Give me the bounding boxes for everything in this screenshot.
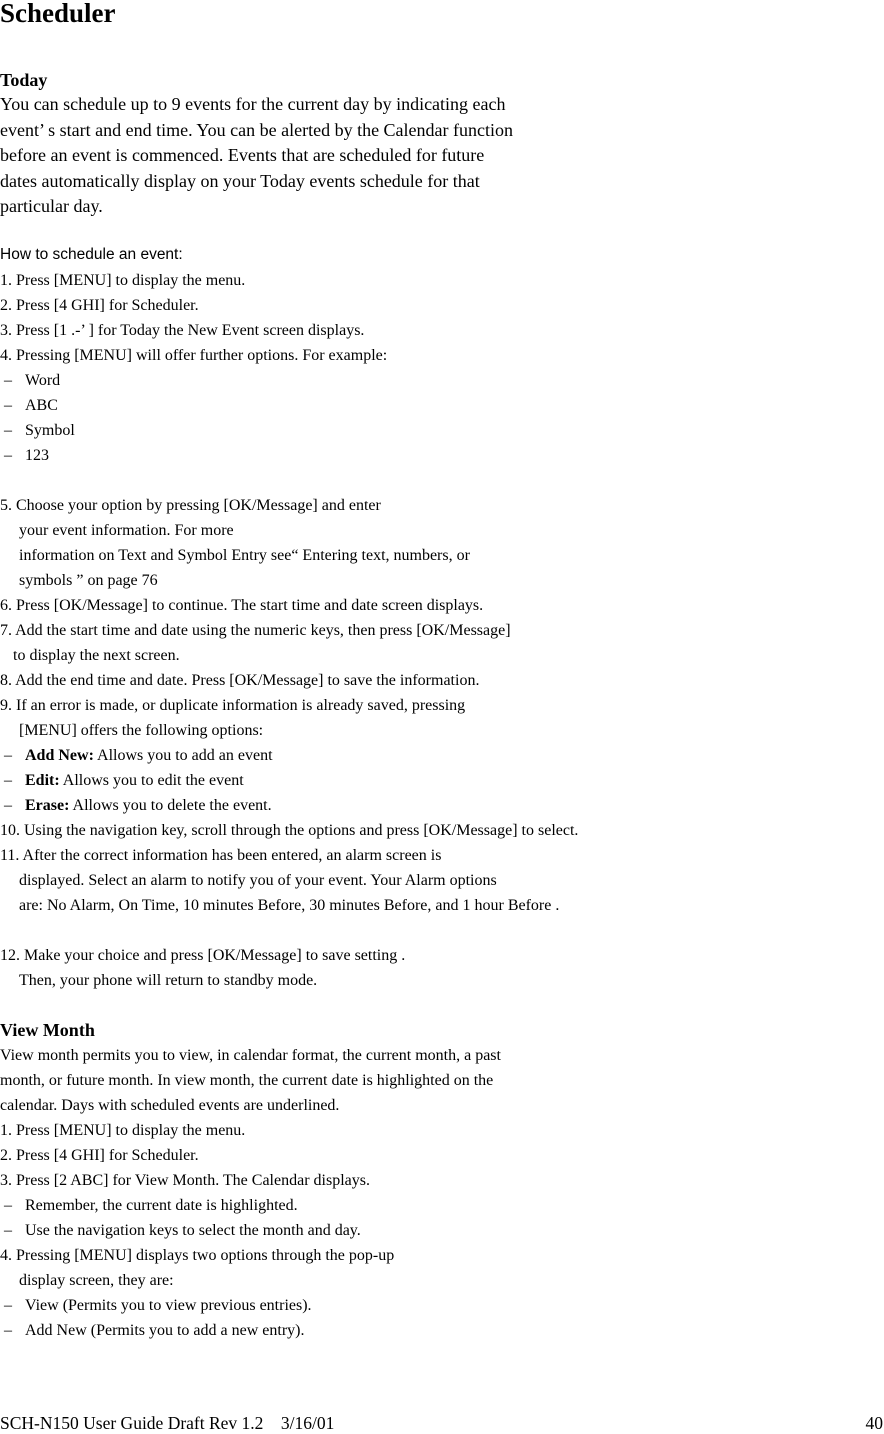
action-erase (0, 793, 272, 818)
vm-step-3: 3. Press [2 ABC] for View Month. The Calendar displays. (0, 1172, 370, 1189)
action-desc: Allows you to add an event (93, 747, 273, 764)
dash-bullet: – (4, 772, 12, 789)
action-add-new (0, 743, 273, 768)
dash-bullet: – (4, 1222, 12, 1239)
step-6: 6. Press [OK/Message] to continue. The start time and date screen displays. (0, 597, 484, 614)
paragraph-line: You can schedule up to 9 events for the current day by indicating each (0, 94, 506, 114)
paragraph-line: calendar. Days with scheduled events are underlined. (0, 1097, 340, 1114)
page-title: Scheduler (0, 0, 116, 28)
paragraph-line: dates automatically display on your Today events schedule for that (0, 170, 480, 191)
paragraph-line: View month permits you to view, in calendar format, the current month, a past (0, 1047, 501, 1064)
option-symbol (0, 418, 75, 443)
option-word (0, 368, 60, 393)
step-12: 12. Make your choice and press [OK/Message] to save setting . (0, 947, 406, 964)
step-9: 9. If an error is made, or duplicate information is already saved, pressing (0, 697, 466, 714)
step-11-cont: are: No Alarm, On Time, 10 minutes Before, 30 minutes Before, and 1 hour Before . (19, 897, 560, 914)
dash-bullet: – (4, 447, 12, 464)
subheading-how-to: How to schedule an event: (0, 246, 183, 263)
step-7-cont: to display the next screen. (13, 647, 180, 664)
step-4: 4. Pressing [MENU] will offer further options. For example: (0, 347, 388, 364)
step-10: 10. Using the navigation key, scroll through the options and press [OK/Message] to select. (0, 822, 579, 839)
vm-popup-option-view (0, 1293, 312, 1318)
step-12-cont: Then, your phone will return to standby mode. (19, 972, 318, 989)
dash-bullet: – (4, 422, 12, 439)
option-label: ABC (25, 397, 58, 414)
option-123 (0, 443, 49, 468)
vm-step-2: 2. Press [4 GHI] for Scheduler. (0, 1147, 199, 1164)
step-11-cont: displayed. Select an alarm to notify you of your event. Your Alarm options (19, 872, 497, 889)
vm-popup-option-add-new (0, 1318, 305, 1343)
step-9-cont: [MENU] offers the following options: (19, 722, 264, 739)
dash-bullet: – (4, 1197, 12, 1214)
dash-bullet: – (4, 1322, 12, 1339)
note-text: Use the navigation keys to select the month and day. (25, 1222, 361, 1239)
paragraph-line: particular day. (0, 196, 103, 216)
step-5-cont: symbols ” on page 76 (19, 572, 158, 589)
step-3: 3. Press [1 .-’ ] for Today the New Event screen displays. (0, 322, 365, 339)
dash-bullet: – (4, 747, 12, 764)
step-5-cont: information on Text and Symbol Entry see“ Entering text, numbers, or (19, 547, 470, 564)
step-7: 7. Add the start time and date using the numeric keys, then press [OK/Message] (0, 622, 511, 639)
option-label: Symbol (25, 422, 75, 439)
option-text: Add New (Permits you to add a new entry). (25, 1322, 305, 1339)
paragraph-line: month, or future month. In view month, the current date is highlighted on the (0, 1072, 494, 1089)
step-8: 8. Add the end time and date. Press [OK/Message] to save the information. (0, 672, 480, 689)
paragraph-line: before an event is commenced. Events that are scheduled for future (0, 145, 485, 165)
dash-bullet: – (4, 1297, 12, 1314)
option-text: View (Permits you to view previous entries). (25, 1297, 312, 1314)
footer-doc-info: SCH-N150 User Guide Draft Rev 1.2 3/16/01 (0, 1413, 335, 1433)
step-5: 5. Choose your option by pressing [OK/Message] and enter (0, 497, 381, 514)
action-desc: Allows you to delete the event. (69, 797, 272, 814)
dash-bullet: – (4, 797, 12, 814)
step-2: 2. Press [4 GHI] for Scheduler. (0, 297, 199, 314)
section-heading-view-month: View Month (0, 1020, 95, 1040)
note-text: Remember, the current date is highlighted. (25, 1197, 298, 1214)
action-edit (0, 768, 244, 793)
page-number: 40 (865, 1413, 883, 1433)
action-term: Erase: (25, 797, 70, 814)
dash-bullet: – (4, 372, 12, 389)
paragraph-line: event’ s start and end time. You can be alerted by the Calendar function (0, 119, 514, 140)
vm-step-4: 4. Pressing [MENU] displays two options through the pop-up (0, 1247, 395, 1264)
section-heading-today: Today (0, 70, 48, 90)
option-abc (0, 393, 58, 418)
vm-note (0, 1193, 298, 1218)
action-term: Add New: (25, 747, 94, 764)
vm-step-1: 1. Press [MENU] to display the menu. (0, 1122, 246, 1139)
vm-step-4-cont: display screen, they are: (19, 1272, 174, 1289)
option-label: 123 (25, 447, 49, 464)
step-5-cont: your event information. For more (19, 522, 234, 539)
step-1: 1. Press [MENU] to display the menu. (0, 272, 246, 289)
dash-bullet: – (4, 397, 12, 414)
action-desc: Allows you to edit the event (59, 772, 244, 789)
vm-note (0, 1218, 361, 1243)
option-label: Word (25, 372, 61, 389)
action-term: Edit: (25, 772, 60, 789)
step-11: 11. After the correct information has been entered, an alarm screen is (0, 847, 442, 864)
